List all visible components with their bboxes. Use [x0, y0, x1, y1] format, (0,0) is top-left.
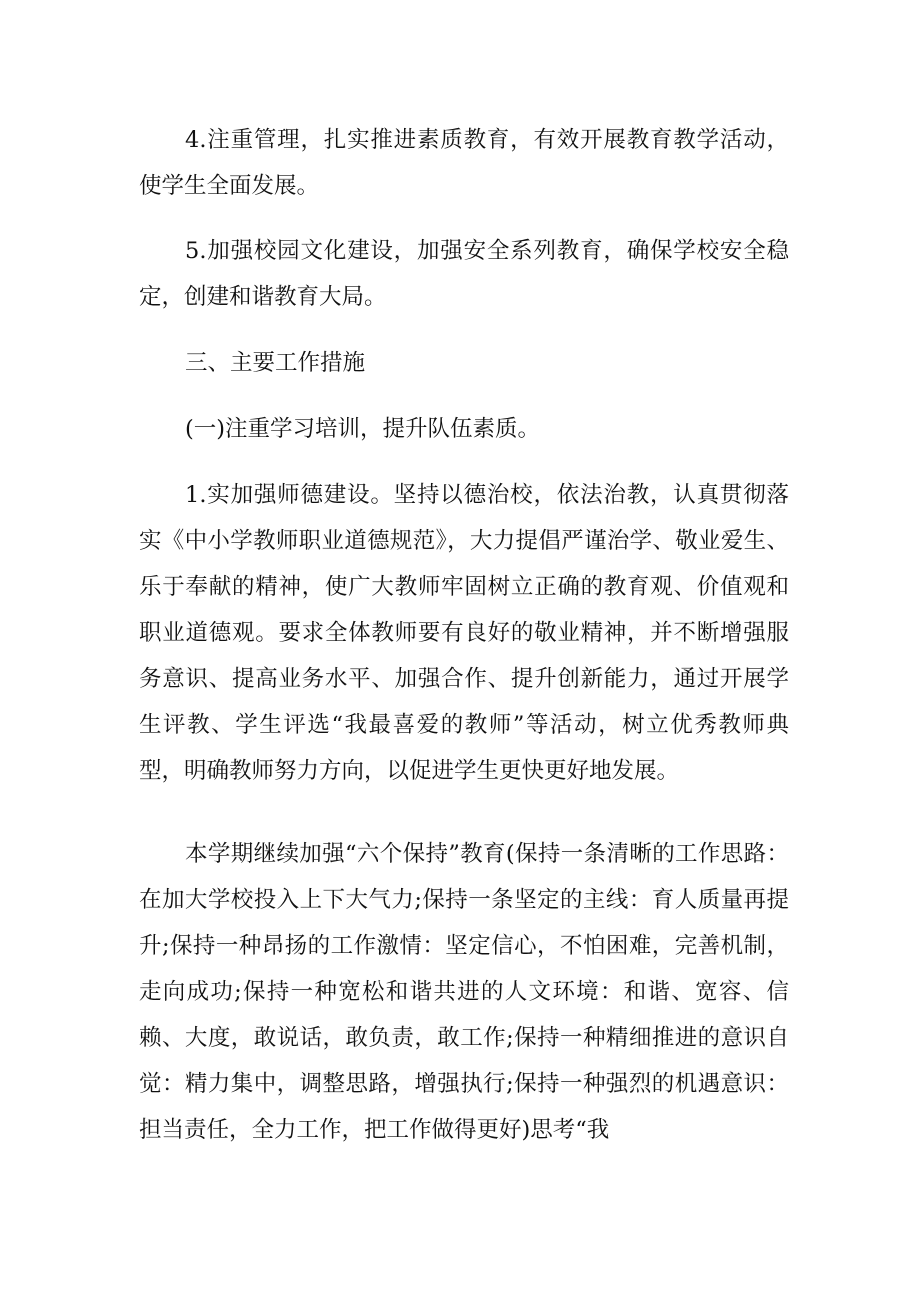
- paragraph-item-5: 5.加强校园文化建设，加强安全系列教育，确保学校安全稳定，创建和谐教育大局。: [139, 238, 789, 310]
- paragraph-six-maintain: 本学期继续加强“六个保持”教育(保持一条清晰的工作思路：在加大学校投入上下大气力;保持一条坚定的主线：育人质量再提升;保持一种昂扬的工作激情：坚定信心，不怕困难，完善机制，走向成功;保持一种宽松和谐共进的人文环境：和谐、宽容、信赖、大度，敢说话，敢负责，敢工作;保持一种精细推进的意识自觉：精力集中，调整思路，增强执行;保持一种强烈的机遇意识：担当责任，全力工作，把工作做得更好)思考“我: [139, 841, 789, 1143]
- section-heading-measures: 三、主要工作措施: [185, 350, 366, 376]
- paragraph-item-4: 4.注重管理，扎实推进素质教育，有效开展教育教学活动，使学生全面发展。: [139, 127, 789, 199]
- paragraph-teacher-ethics: 1.实加强师德建设。坚持以德治校，依法治教，认真贯彻落实《中小学教师职业道德规范》，大力提倡严谨治学、敬业爱生、乐于奉献的精神，使广大教师牢固树立正确的教育观、价值观和职业道德观。要求全体教师要有良好的敬业精神，并不断增强服务意识、提高业务水平、加强合作、提升创新能力，通过开展学生评教、学生评选“我最喜爱的教师”等活动，树立优秀教师典型，明确教师努力方向，以促进学生更快更好地发展。: [139, 482, 789, 784]
- subsection-heading-training: (一)注重学习培训，提升队伍素质。: [185, 416, 541, 442]
